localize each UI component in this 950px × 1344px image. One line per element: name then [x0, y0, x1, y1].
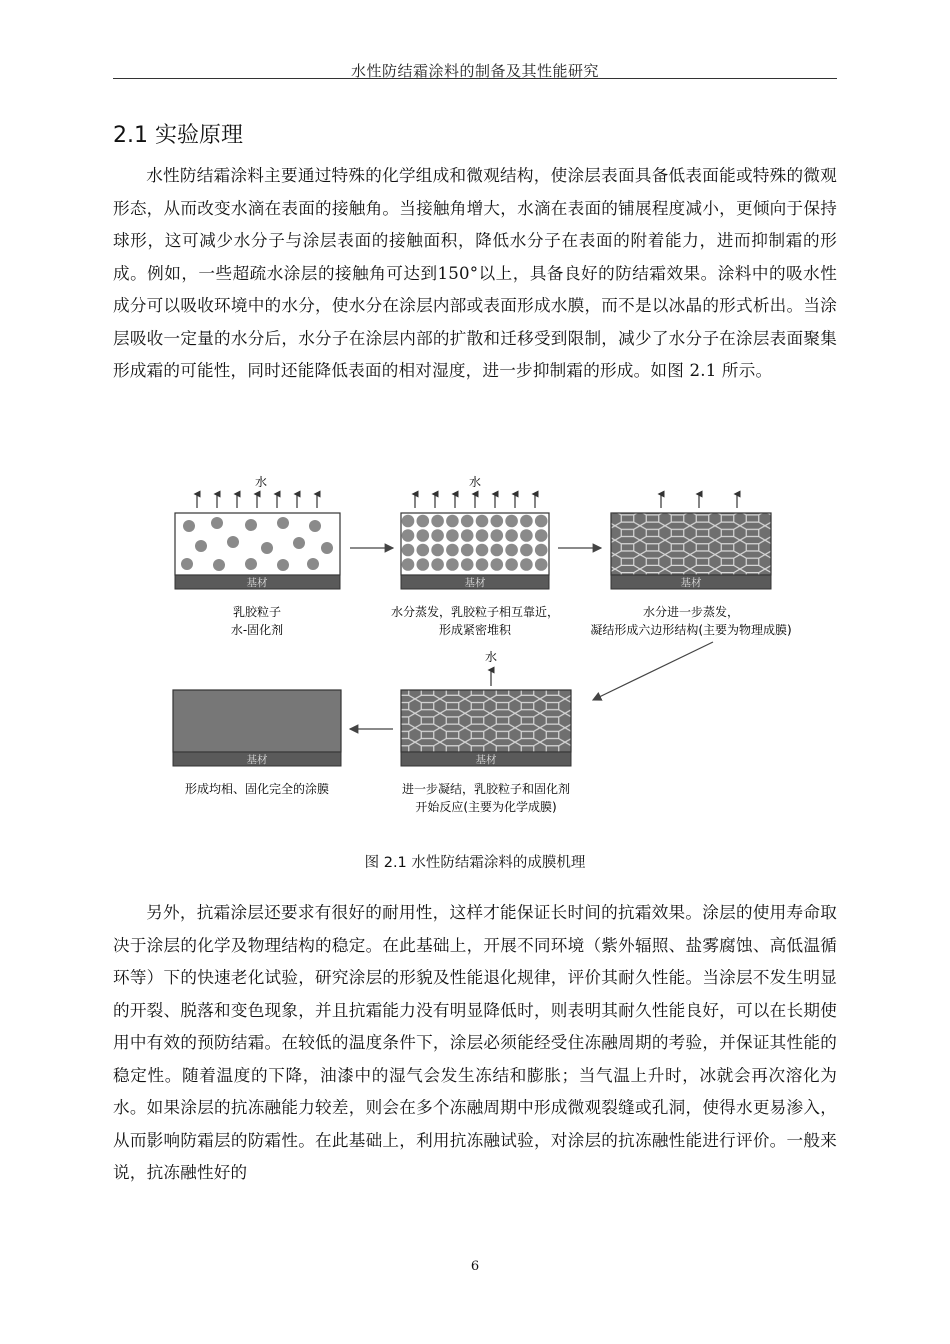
packed-particle [505, 544, 518, 557]
stage-2-panel [391, 474, 559, 637]
packed-particle [476, 558, 489, 571]
packed-particle [461, 558, 474, 571]
packed-particle [417, 515, 430, 528]
packed-particle [476, 515, 489, 528]
cured-film [173, 690, 341, 752]
packed-particle [476, 529, 489, 542]
stage-5-caption-line-1: 形成均相、固化完全的涂膜 [184, 782, 330, 796]
substrate-label-4: 基材 [475, 754, 497, 766]
packed-particle [491, 529, 504, 542]
packed-particle [431, 529, 444, 542]
packed-particle [431, 558, 444, 571]
film-formation-diagram [165, 468, 825, 838]
stage-3-panel [590, 494, 791, 637]
packed-particle [535, 544, 548, 557]
packed-particle [461, 529, 474, 542]
packed-particle [491, 544, 504, 557]
substrate-label-5: 基材 [246, 754, 268, 766]
packed-particle [461, 515, 474, 528]
stage-3-caption-line-2: 凝结形成六边形结构(主要为物理成膜) [590, 623, 792, 637]
packed-particle [402, 529, 415, 542]
evaporation-arrows-2 [415, 494, 535, 508]
header-rule [113, 78, 837, 79]
substrate-label-1: 基材 [246, 577, 268, 589]
packed-particle [491, 515, 504, 528]
packed-particle [431, 515, 444, 528]
packed-particle [431, 544, 444, 557]
packed-particle [402, 558, 415, 571]
stage-2-caption-line-1: 水分蒸发，乳胶粒子相互靠近， [390, 605, 560, 619]
hexagonal-film-4 [401, 690, 571, 752]
packed-particle [505, 529, 518, 542]
substrate-label-2: 基材 [464, 577, 486, 589]
packed-particle [505, 515, 518, 528]
stage-1-caption-line-2: 水-固化剂 [230, 623, 284, 637]
water-label-2: 水 [468, 475, 482, 489]
packed-particle [417, 529, 430, 542]
packed-particle [446, 544, 459, 557]
packed-particle [505, 558, 518, 571]
stage-5-panel [173, 690, 341, 796]
packed-particle [520, 558, 533, 571]
hexagonal-film-3 [611, 513, 771, 575]
packed-particle [520, 529, 533, 542]
evaporation-arrows-3 [661, 494, 737, 508]
packed-particle [535, 558, 548, 571]
arrow-3-to-4 [593, 642, 713, 700]
packed-particle [491, 558, 504, 571]
packed-particle [476, 544, 489, 557]
water-label-4: 水 [484, 650, 498, 664]
stage-4-panel [401, 649, 571, 814]
stage-2-caption-line-2: 形成紧密堆积 [438, 623, 512, 637]
packed-particle [535, 515, 548, 528]
paragraph-1: 水性防结霜涂料主要通过特殊的化学组成和微观结构，使涂层表面具备低表面能或特殊的微观形态，从而改变水滴在表面的接触角。当接触角增大，水滴在表面的铺展程度减小，更倾向于保持球形，这可减少水分子与涂层表面的接触面积，降低水分子在表面的附着能力，进而抑制霜的形成。例如，一些超疏水涂层的接触角可达到150°以上，具备良好的防结霜效果。涂料中的吸水性成分可以吸收环境中的水分，使水分在涂层内部或表面形成水膜，而不是以冰晶的形式析出。当涂层吸收一定量的水分后，水分子在涂层内部的扩散和迁移受到限制，减少了水分子在涂层表面聚集形成霜的可能性，同时还能降低表面的相对湿度，进一步抑制霜的形成。如图 2.1 所示。 [113, 166, 837, 380]
page-number: 6 [470, 1259, 480, 1274]
substrate-label-3: 基材 [680, 577, 702, 589]
packed-particle [461, 544, 474, 557]
packed-particle [535, 529, 548, 542]
section-title: 2.1 实验原理 [113, 123, 243, 148]
figure-film-formation [165, 468, 825, 838]
running-header: 水性防结霜涂料的制备及其性能研究 [350, 62, 599, 80]
packed-particle [446, 558, 459, 571]
stage-4-caption-line-1: 进一步凝结，乳胶粒子和固化剂 [401, 782, 571, 796]
figure-caption: 图 2.1 水性防结霜涂料的成膜机理 [364, 855, 586, 871]
packed-particle [417, 544, 430, 557]
evaporation-arrows-1 [197, 494, 317, 508]
packed-particle [402, 544, 415, 557]
packed-particle [520, 515, 533, 528]
paragraph-2: 另外，抗霜涂层还要求有很好的耐用性，这样才能保证长时间的抗霜效果。涂层的使用寿命取决于涂层的化学及物理结构的稳定。在此基础上，开展不同环境（紫外辐照、盐雾腐蚀、高低温循环等）下的快速老化试验，研究涂层的形貌及性能退化规律，评价其耐久性能。当涂层不发生明显的开裂、脱落和变色现象，并且抗霜能力没有明显降低时，则表明其耐久性能良好，可以在长期使用中有效的预防结霜。在较低的温度条件下，涂层必须能经受住冻融周期的考验，并保证其性能的稳定性。随着温度的下降，油漆中的湿气会发生冻结和膨胀；当气温上升时，冰就会再次溶化为水。如果涂层的抗冻融能力较差，则会在多个冻融周期中形成微观裂缝或孔洞，使得水更易渗入，从而影响防霜层的防霜性。在此基础上，利用抗冻融试验，对涂层的抗冻融性能进行评价。一般来说，抗冻融性好的 [113, 903, 837, 1182]
stage-1-caption-line-1: 乳胶粒子 [232, 605, 282, 619]
packed-particle [417, 558, 430, 571]
packed-particle [446, 529, 459, 542]
packed-particle [520, 544, 533, 557]
water-label-1: 水 [254, 475, 268, 489]
stage-1-panel [175, 474, 340, 637]
stage-4-caption-line-2: 开始反应(主要为化学成膜) [415, 800, 557, 814]
stage-3-caption-line-1: 水分进一步蒸发， [642, 605, 740, 619]
packed-particle [402, 515, 415, 528]
packed-particle [446, 515, 459, 528]
